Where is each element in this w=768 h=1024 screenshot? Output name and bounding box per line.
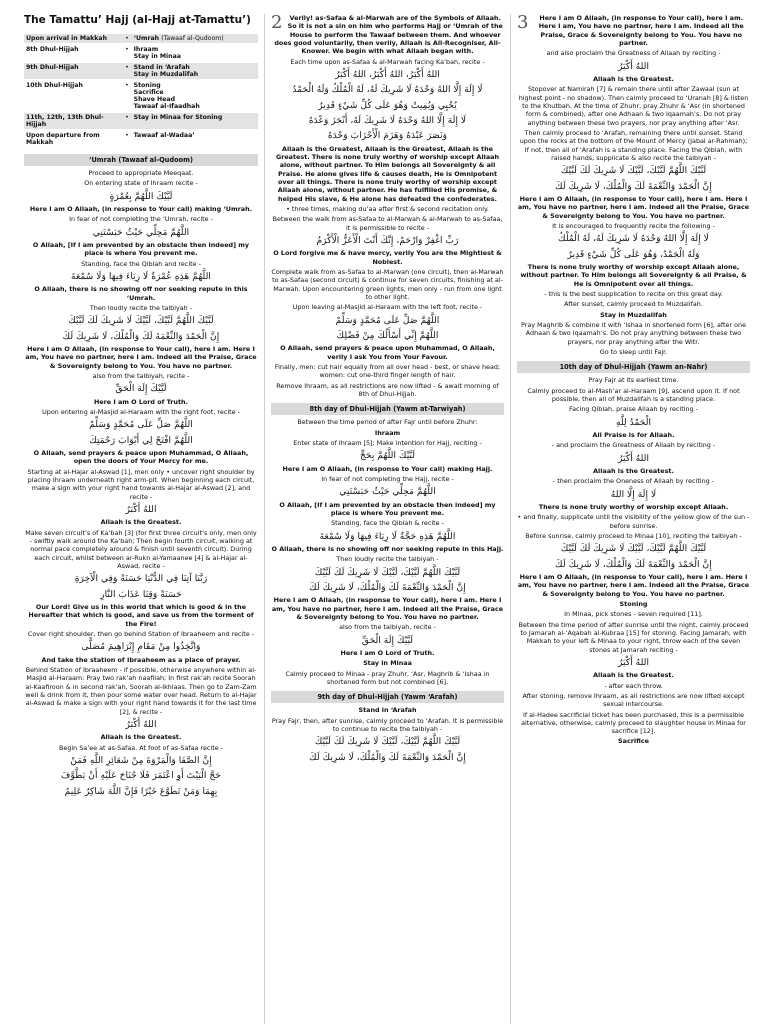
translation-text: Here I am O Allaah, (in response to Your call), here I am. Here I am, You have no partner, here I am. Indeed all the Praise, Grace & Sovereignty belong to You. You have no partner. — [517, 194, 750, 220]
section-header: 8th day of Dhul-Hijjah (Yawm at-Tarwiyah) — [271, 403, 504, 415]
section-title: Stay in Minaa — [363, 659, 412, 668]
arabic-text: حَسَنَةً وَقِنَا عَذَابَ النَّارِ — [100, 588, 182, 600]
arabic-text: لَبَّيْكَ اللَّهُمَّ لَبَّيْكَ، لَبَّيْكَ لَا شَرِيكَ لَكَ لَبَّيْكَ — [314, 566, 461, 578]
section-header: 9th day of Dhul-Hijjah (Yawm ‘Arafah) — [271, 691, 504, 703]
instruction-text: Calmly proceed to al-Mash’ar al-Haraam [9], ascend upon it. If not possible, then all of Muzdalifah is a standing place. — [527, 386, 740, 403]
column-1-content — [24, 154, 258, 798]
page-title: The Tamattu’ Hajj (al-Hajj at-Tamattu’) — [24, 14, 251, 26]
arabic-text: وَلَهُ الْحَمْدُ، وَهُوَ عَلَى كُلِّ شَيْءٍ قَدِيرٌ — [567, 248, 700, 260]
arabic-text: اللهُ أَكْبَرُ — [617, 60, 649, 72]
schedule-row — [24, 45, 258, 61]
instruction-text: Begin Sa’ee at as-Safaa. At foot of as-Safaa recite - — [59, 743, 223, 752]
translation-text: Here I am O Allaah, (in response to Your call), here I am. Here I am, You have no partner, here I am. Indeed all the Praise, Grace & Sovereignty belong to You. You have no partner. — [517, 572, 750, 598]
schedule-activity-label: Ihraam — [133, 46, 159, 53]
schedule-when: 9th Dhul-Hijjah — [24, 63, 122, 79]
instruction-text: Behind Station of Ibraaheem - if possible, otherwise anywhere within al-Masjid al-Haraam: Pray two rak’ah naafilah; In first rak’ah recite Soorah al-Kaafiroon & in second rak’ah, Soorah al-Ikhlaas. Then go to Zam-Zam well & drink from it, then pour some water over head. Return to al-Hajar al-Aswad & make a sign with your right hand towards it for the last time [2], & recite - — [25, 665, 257, 716]
schedule-activity — [134, 46, 256, 53]
instruction-text: Upon entering al-Masjid al-Haraam with the right foot, recite - — [42, 407, 240, 416]
translation-text: Here I am O Allaah, (in response to Your call), here I am. Here I am, You have no partner, here I am. Indeed all the Praise, Grace & Sovereignty belong to You. You have no partner. — [271, 596, 504, 621]
translation-text: Our Lord! Give us in this world that which is good & in the Hereafter that which is good, and save us from the torment of the Fire! — [28, 602, 254, 628]
column-3-content — [517, 14, 750, 746]
schedule-activity — [134, 114, 256, 121]
instruction-text: After stoning, remove Ihraam, as all restrictions are now lifted except sexual intercourse. — [522, 691, 745, 709]
instruction-text: Pray Fajr, then, after sunrise, calmly proceed to ‘Arafah. It is permissible to continue to recite the talbiyah - — [271, 716, 504, 733]
arabic-text: إِنَّ الْحَمْدَ وَالنِّعْمَةَ لَكَ وَالْمُلْكَ، لَا شَرِيكَ لَكَ — [555, 558, 712, 570]
column-1 — [18, 14, 264, 1024]
schedule-when: Upon departure from Makkah — [26, 132, 100, 146]
arabic-text: لَبَّيْكَ اللَّهُمَّ لَبَّيْكَ، لَبَّيْكَ لَا شَرِيكَ لَكَ لَبَّيْكَ — [560, 165, 707, 177]
arabic-text: اللهُ أَكْبَرُ — [125, 718, 157, 730]
schedule-activity-note: (Tawaaf al-Qudoom) — [161, 35, 224, 42]
schedule-row — [24, 63, 258, 79]
arabic-text: إِنَّ الْحَمْدَ وَالنِّعْمَةَ لَكَ وَالْمُلْكَ، لَا شَرِيكَ لَكَ — [555, 180, 712, 192]
schedule-activities — [132, 131, 258, 147]
arabic-text: لَبَّيْكَ اللَّهُمَّ لَبَّيْكَ، لَبَّيْكَ لَا شَرِيكَ لَكَ لَبَّيْكَ — [68, 315, 214, 327]
arabic-text: اللهُ أَكْبَرُ — [617, 452, 649, 464]
column-2-content — [271, 14, 504, 764]
translation-text: There is none truly worthy of worship except Allaah. — [538, 502, 729, 511]
instruction-text: Complete walk from as-Safaa to al-Marwah (one circuit), then al-Marwah to as-Safaa (second circuit) & continue for seven circuits, finishing at al-Marwah. Upon encountering green lights, men only - run from one light to other light. — [271, 267, 504, 301]
translation-text: Allaah is the Greatest, Allaah is the Greatest, Allaah is the Greatest. There is none truly worthy of worship except Allaah alone, without partner. To Him belongs all Sovereignty & all Praise. He alone gives life & causes death, He is Omnipotent over all things. There is none truly worthy of worship except Allaah alone, without partner. He has fulfilled His promise, & helped His slave, & He alone has defeated the confederates. — [275, 144, 500, 203]
instruction-text: Pray Fajr at its earliest time. — [588, 376, 679, 385]
instruction-text: - then proclaim the Oneness of Allaah by reciting - — [552, 477, 715, 486]
schedule-row — [24, 113, 258, 129]
translation-text: Allaah is the Greatest. — [100, 518, 182, 527]
instruction-text: - and proclaim the Greatness of Allaah by reciting - — [551, 441, 716, 450]
instruction-text: also from the talbiyah, recite - — [92, 371, 190, 380]
schedule-activity — [134, 35, 256, 42]
schedule-activity-label: Stay in Minaa for Stoning — [133, 114, 223, 121]
column-2 — [264, 14, 510, 1024]
arabic-text: الْحَمْدُ لِلَّهِ — [615, 416, 652, 428]
instruction-text: Then calmly proceed to ‘Arafah, remaining there until sunset. Stand upon the rocks at the bottom of the Mount of Mercy (Jabal ar-Rahmah); If not, then all of ‘Arafah is a standing place. Facing the Qiblah, with raised hands, supplicate & also recite the talbiyah - — [519, 128, 748, 162]
bullet-icon: • — [125, 132, 129, 139]
instruction-text: Stopover at Namirah [7] & remain there until after Zawaal (sun at highest point - no shadow). Then calmly proceed to ‘Uranah [8] & listen to the Khutbah. At the time of Zhuhr, pray Zhuhr & ‘Asr (in shortened form & combined), after one Adhaan & two Iqaamah’s. Do not pray anything between these two prayers, nor pray anything after ‘Asr. — [518, 85, 749, 127]
arabic-text: اللَّهُمَّ إِنِّي أَسْأَلُكَ مِنْ فَضْلِكَ — [336, 329, 439, 341]
instruction-text: Then loudly recite the talbiyah - — [89, 303, 193, 312]
schedule-activities — [132, 81, 258, 111]
schedule-activity-label: Tawaaf al-Ifaadhah — [133, 103, 200, 110]
schedule-activity — [134, 64, 256, 71]
schedule-activity — [134, 82, 256, 89]
translation-text: Verily! as-Safaa & al-Marwah are of the Symbols of Allaah. So it is not a sin on him who performs Hajj or ‘Umrah of the House to perform the Tawaaf between them. And whoever does good voluntarily, then verily, Allaah is All-Recogniser, All-Knower. We begin with what Allaah began with. — [274, 14, 503, 56]
instruction-text: In fear of not completing the ‘Umrah, recite - — [69, 215, 213, 224]
schedule-activity-label: Stand in ‘Arafah — [133, 64, 190, 71]
instruction-text: Cover right shoulder, then go behind Station of Ibraaheem and recite - — [27, 629, 255, 638]
translation-text: Here I am O Allaah, (in response to Your call), here I am. Here I am, You have no partner, here I am. Indeed all the Praise, Grace & Sovereignty belong to You. You have no partner. — [538, 14, 744, 47]
schedule-activity-label: Sacrifice — [133, 89, 164, 96]
arabic-text: لَبَّيْكَ إِلَهَ الْحَقِّ — [115, 383, 167, 395]
instruction-text: Standing, face the Qiblah and recite - — [81, 259, 201, 268]
instruction-text: • and finally, supplicate until the visibility of the yellow glow of the sun - before sunrise. — [517, 513, 750, 530]
translation-text: And take the station of Ibraaheem as a place of prayer. — [41, 655, 241, 664]
schedule-activities — [132, 34, 258, 43]
section-title: Sacrifice — [618, 737, 649, 746]
schedule-row — [24, 81, 258, 111]
arabic-text: وَاتَّخِذُوا مِنْ مَقَامِ إِبْرَاهِيمَ مُصَلًّى — [81, 641, 201, 653]
arabic-text: لَبَّيْكَ اللَّهُمَّ بِحَجٍّ — [359, 450, 416, 462]
schedule-activity — [134, 71, 256, 78]
instruction-text: It is encouraged to frequently recite the following - — [552, 221, 715, 230]
instruction-text: In Minaa, pick stones - seven required [11]. — [564, 610, 703, 619]
instruction-text: Make seven circuit’s of Ka’bah [3] (for first three circuit’s only, men only - swiftly walk around the Ka’bah; Then begin fourth circuit, walking at normal pace completely around & finish until seventh circuit). During each circuit, whilst between ar-Rukn al-Yamaanee [4] & al-Hajar al-Aswad, recite - — [25, 528, 257, 570]
translation-text: O Allaah, send prayers & peace upon Muhammad, O Allaah, verily I ask You from Your Favour. — [280, 344, 495, 361]
translation-text: Here I am O Allaah, (in response to Your call) making ‘Umrah. — [29, 205, 253, 213]
arabic-text: اللهُ أَكْبَرُ — [617, 656, 649, 668]
instruction-text: Calmly proceed to Minaa - pray Zhuhr, ‘Asr, Maghrib & ‘Ishaa in shortened form but not combined [6]. — [285, 669, 490, 686]
schedule-activities — [132, 63, 258, 79]
page-number-3: 3 — [517, 14, 529, 33]
arabic-text: اللهُ أَكْبَرُ، اللهُ أَكْبَرُ، اللهُ أَكْبَرُ — [335, 68, 440, 80]
schedule-activities — [132, 113, 258, 129]
instruction-text: Starting at al-Hajar al-Aswad [1], men only • uncover right shoulder by placing Ihraam underneath right arm-pit. When beginning each circuit, make a sign with your right hand towards al-Hajar al-Aswad [2], and recite - — [27, 467, 255, 501]
translation-text: O Allaah, send prayers & peace upon Muhammad, O Allaah, open the doors of Your Mercy for me. — [33, 449, 249, 466]
arabic-text: بِهِمَا وَمَنْ تَطَوَّعَ خَيْرًا فَإِنَّ اللَّهَ شَاكِرٌ عَلِيمٌ — [64, 785, 218, 797]
arabic-text: لَبَّيْكَ اللَّهُمَّ بِعُمْرَةٍ — [109, 190, 173, 202]
section-title: Stay in Muzdalifah — [600, 310, 667, 319]
schedule-activities — [132, 45, 258, 61]
schedule-activity-label: Stoning — [133, 82, 161, 89]
arabic-text: اللَّهُمَّ هَذِهِ حَجَّةٌ لَا رِيَاءَ فِيهَا وَلَا سُمْعَةَ — [319, 530, 456, 542]
arabic-text: إِنَّ الصَّفَا وَالْمَرْوَةَ مِنْ شَعَائِرِ اللَّهِ فَمَنْ — [70, 754, 212, 766]
instruction-text: also from the talbiyah, recite - — [339, 623, 436, 632]
instruction-text: Standing, face the Qiblah & recite - — [331, 519, 444, 528]
instruction-text: Between the walk from as-Safaa to al-Marwah & al-Marwah to as-Safaa, it is permissible to recite - — [272, 215, 503, 232]
instruction-text: Proceed to appropriate Meeqaat. — [88, 169, 194, 177]
translation-text: O Lord forgive me & have mercy, verily You are the Mightiest & Noblest. — [273, 249, 502, 266]
arabic-text: لَا إِلَهَ إِلَّا اللهُ — [610, 488, 657, 500]
translation-text: Here I am O Allaah, (in response to Your call), here I am. Here I am, You have no partner, here I am. Indeed all the Praise, Grace & Sovereignty belong to You. You have no partner. — [25, 345, 257, 370]
arabic-text: اللَّهُمَّ افْتَحْ لِي أَبْوَابَ رَحْمَتِكَ — [89, 434, 193, 446]
schedule-activity — [134, 89, 256, 96]
instruction-text: Upon leaving al-Masjid al-Haraam with the left foot, recite - — [292, 303, 483, 312]
instruction-text: - this is the best supplication to recite on this great day. — [544, 289, 723, 298]
schedule-activity — [134, 96, 256, 103]
page-number-2: 2 — [271, 14, 283, 33]
instruction-text: and also proclaim the Greatness of Allaah by reciting - — [546, 49, 721, 58]
arabic-text: لَبَّيْكَ إِلَهَ الْحَقِّ — [361, 634, 414, 646]
translation-text: Here I am O Lord of Truth. — [340, 648, 435, 657]
translation-text: O Allaah, there is no showing off nor seeking repute in this Hajj. — [271, 544, 504, 553]
arabic-text: اللَّهُمَّ صَلِّ عَلَى مُحَمَّدٍ وَسَلِّمْ — [335, 314, 440, 326]
arabic-text: رَبَّنَا آتِنَا فِي الدُّنْيَا حَسَنَةً وَفِي الْآخِرَةِ — [74, 573, 208, 585]
bullet-icon: • — [125, 82, 129, 89]
section-title: Stoning — [619, 599, 648, 608]
arabic-text: لَا إِلَهَ إِلَّا اللهُ وَحْدَهُ لَا شَرِيكَ لَهُ، لَهُ الْمُلْكُ — [558, 233, 709, 245]
section-title: Stand in ‘Arafah — [358, 706, 417, 715]
instruction-text: Between the time period of after Fajr until before Zhuhr: — [297, 418, 478, 427]
arabic-text: لَبَّيْكَ اللَّهُمَّ لَبَّيْكَ، لَبَّيْكَ لَا شَرِيكَ لَكَ لَبَّيْكَ — [560, 543, 707, 555]
schedule-activity — [134, 132, 256, 139]
instruction-text: In fear of not completing the Hajj, recite - — [321, 474, 454, 483]
schedule-when: 11th, 12th, 13th Dhul-Hijjah — [24, 113, 122, 129]
instruction-text: If al-Hadee sacrificial ticket has been purchased, this is a permissible alternative, otherwise, calmly proceed to slaughter house in Minaa for sacrifice [12]. — [521, 710, 746, 736]
schedule-activity-label: Tawaaf al-Wadaa’ — [133, 132, 195, 139]
schedule-activity-label: ‘Umrah — [133, 35, 162, 42]
schedule-when: 10th Dhul-Hijjah — [26, 82, 83, 89]
schedule-row — [24, 131, 258, 147]
schedule-row — [24, 34, 258, 43]
instruction-text: Between the time period of after sunrise until the night, calmly proceed to Jamarah al-‘Aqabah al-Kubraa [15] for stoning. Facing Jamarah, with Makkah to your left & Minaa to your right, throw each of the seven stones at Jamarah reciting - — [518, 620, 749, 654]
instruction-text: On entering state of Ihraam recite - — [84, 179, 198, 188]
schedule-activity-label: Stay in Muzdalifah — [133, 71, 199, 78]
bullet-icon: • — [122, 34, 131, 43]
arabic-text: يُحْيِي وَيُمِيتُ وَهُوَ عَلَى كُلِّ شَيْءٍ قَدِيرٌ — [318, 99, 457, 111]
arabic-text: وَنَصَرَ عَبْدَهُ وَهَزَمَ الْأَحْزَابَ وَحْدَهُ — [327, 130, 448, 142]
translation-text: O Allaah, [If I am prevented by an obstacle then indeed] my place is where You prevent me. — [32, 241, 250, 258]
translation-text: Allaah is the Greatest. — [593, 671, 674, 680]
translation-text: Allaah is the Greatest. — [593, 466, 674, 475]
instruction-text: Finally, men: cut hair equally from all over head - best, or shave head; women: cut one-third finger length of hair. — [274, 362, 501, 380]
translation-text: All Praise is for Allaah. — [592, 430, 675, 439]
column-3 — [510, 14, 756, 1024]
translation-text: O Allaah, [If I am prevented by an obstacle then indeed] my place is where You prevent me. — [279, 500, 496, 517]
instruction-text: Go to sleep until Fajr. — [599, 347, 668, 356]
bullet-icon: • — [125, 46, 129, 53]
translation-text: Allaah is the Greatest. — [100, 733, 182, 742]
schedule-when: Upon arrival in Makkah — [24, 34, 122, 43]
translation-text: O Allaah, there is no showing off nor seeking repute in this ‘Umrah. — [34, 285, 248, 302]
translation-text: There is none truly worthy of worship except Allaah alone, without partner. To Him belongs all Sovereignty & all Praise, & He is Omnipotent over all things. — [520, 262, 747, 288]
arabic-text: لَبَّيْكَ اللَّهُمَّ لَبَّيْكَ، لَبَّيْكَ لَا شَرِيكَ لَكَ لَبَّيْكَ — [314, 736, 461, 748]
bullet-icon: • — [122, 113, 131, 129]
instruction-text: After sunset, calmly proceed to Muzdalifah. — [564, 300, 703, 309]
arabic-text: لَا إِلَهَ إِلَّا اللهُ وَحْدَهُ لَا شَرِيكَ لَهُ، أَنْجَزَ وَعْدَهُ — [308, 115, 467, 126]
section-header: 10th day of Dhul-Hijjah (Yawm an-Nahr) — [517, 361, 750, 373]
schedule-activity — [134, 53, 256, 60]
arabic-text: إِنَّ الْحَمْدَ وَالنِّعْمَةَ لَكَ وَالْمُلْكَ، لَا شَرِيكَ لَكَ — [309, 581, 466, 593]
arabic-text: رَبِّ اغْفِرْ وَارْحَمْ، إِنَّكَ أَنْتَ الْأَعَزُّ الْأَكْرَمُ — [316, 234, 459, 246]
instruction-text: Enter state of Ihraam [5]; Make intention for Hajj, reciting - — [293, 438, 482, 447]
schedule-table — [24, 32, 258, 149]
translation-text: Ihraam — [374, 428, 401, 437]
instruction-text: Before sunrise, calmly proceed to Minaa [10], reciting the talbiyah - — [525, 531, 742, 540]
instruction-text: Each time upon as-Safaa & al-Marwah facing Ka’bah, recite - — [290, 57, 485, 66]
arabic-text: اللَّهُمَّ مَحِلِّي حَيْثُ حَبَسْتَنِي — [92, 226, 190, 238]
schedule-activity-label: Shave Head — [133, 96, 176, 103]
arabic-text: حَجَّ الْبَيْتَ أَوِ اعْتَمَرَ فَلَا جُنَاحَ عَلَيْهِ أَنْ يَطَّوَّفَ — [60, 770, 221, 782]
instruction-text: Then loudly recite the talbiyah - — [336, 555, 439, 564]
arabic-text: اللَّهُمَّ صَلِّ عَلَى مُحَمَّدٍ وَسَلِّمْ — [89, 419, 193, 431]
arabic-text: لَا إِلَهَ إِلَّا اللهُ وَحْدَهُ لَا شَرِيكَ لَهُ، لَهُ الْمُلْكُ وَلَهُ الْحَمْدُ — [292, 84, 483, 96]
instruction-text: - after each throw. — [604, 681, 663, 690]
bullet-icon: • — [122, 63, 131, 79]
section-header: ‘Umrah (Tawaaf al-Qudoom) — [24, 154, 258, 166]
schedule-activity-label: Stay in Minaa — [133, 53, 181, 60]
arabic-text: اللَّهُمَّ مَحِلِّي حَيْثُ حَبَسْتَنِي — [339, 486, 436, 498]
translation-text: Here I am O Lord of Truth. — [93, 397, 189, 406]
arabic-text: اللهُ أَكْبَرُ — [125, 503, 157, 515]
translation-text: Allaah is the Greatest. — [593, 74, 674, 83]
instruction-text: Pray Maghrib & combine it with ‘Ishaa in shortened form [6], after one Adhaan & two Iqaamah’s. Do not pray anything between these two prayers, nor pray anything after the Witr. — [520, 320, 747, 346]
arabic-text: اللَّهُمَّ هَذِهِ عُمْرَةٌ لَا رِيَاءَ فِيهَا وَلَا سُمْعَةَ — [71, 270, 211, 282]
instruction-text: Remove Ihraam, as all restrictions are now lifted - & await morning of 8th of Dhul-Hijjah. — [276, 381, 499, 398]
instruction-text: Facing Qiblah, praise Allaah by reciting - — [569, 405, 698, 414]
translation-text: Here I am O Allaah, (in response to Your call) making Hajj. — [282, 464, 493, 473]
schedule-when: 8th Dhul-Hijjah — [26, 46, 79, 53]
bullet-note: • three times, making du’aa after first & second recitation only. — [286, 204, 489, 213]
arabic-text: إِنَّ الْحَمْدَ وَالنِّعْمَةَ لَكَ وَالْمُلْكَ، لَا شَرِيكَ لَكَ — [309, 751, 466, 763]
schedule-activity — [134, 103, 256, 110]
arabic-text: إِنَّ الْحَمْدَ وَالنِّعْمَةَ لَكَ وَالْمُلْكَ، لَا شَرِيكَ لَكَ — [62, 330, 220, 342]
